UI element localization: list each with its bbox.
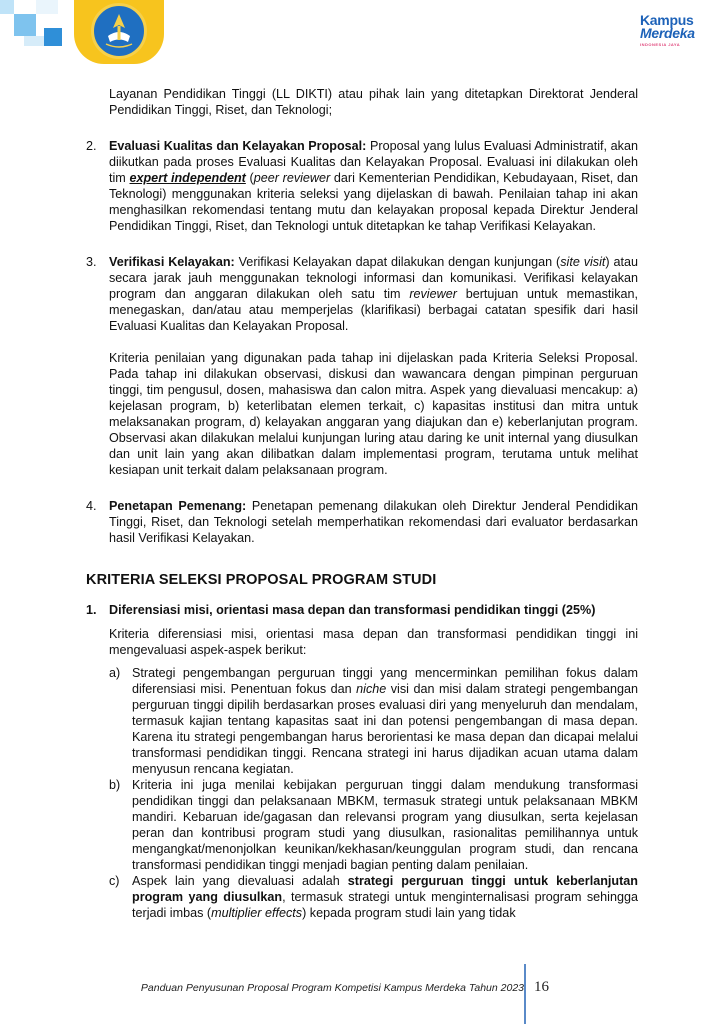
subitem-letter: b) [109, 778, 121, 792]
emphasized-term: peer reviewer [253, 171, 331, 185]
criterion-intro: Kriteria diferensiasi misi, orientasi masa depan dan transformasi pendidikan tinggi ini mengevaluasi aspek-aspek berikut: [109, 627, 638, 657]
stage-item-2 [86, 138, 638, 234]
brand-line1: Kampus [640, 12, 694, 28]
bold-phrase: strategi perguruan tinggi untuk keberlanjutan program yang diusulkan [132, 874, 638, 904]
criterion-number: 1. [86, 603, 97, 617]
stage-paragraph: Evaluasi Kualitas dan Kelayakan Proposal: Proposal yang lulus Evaluasi Administratif, akan diikutkan pada proses Evaluasi Kualitas dan Kelayakan Proposal. Evaluasi ini dilakukan oleh tim expert independent (peer reviewer dari Kementerian Pendidikan, Kebudayaan, Riset, dan Teknologi) menggunakan kriteria seleksi yang dijelaskan di bawah. Penilaian tahap ini akan menghasilkan rekomendasi tentang mutu dan kelayakan proposal kepada Direktur Jenderal Pendidikan Tinggi, Riset, dan Teknologi untuk ditetapkan ke tahap Verifikasi Kelayakan. [109, 139, 638, 233]
subitem-text: Strategi pengembangan perguruan tinggi yang mencerminkan pemilihan fokus dalam diferensiasi misi. Penentuan fokus dan niche visi dan misi dalam strategi pengembangan perguruan tinggi dipilih berdasarkan proses evaluasi diri yang menyeluruh dan mendalam, termasuk kajian tentang kapasitas saat ini dan potensi pengembangan di masa depan. Karena itu strategi pengembangan harus berorientasi ke masa depan dan dicapai melalui transformasi pendidikan tinggi. Rencana strategi ini harus dijadikan acuan utama dalam menyusun rencana kegiatan. [132, 666, 638, 776]
intro-continuation: Layanan Pendidikan Tinggi (LL DIKTI) atau pihak lain yang ditetapkan Direktorat Jenderal Pendidikan Tinggi, Riset, dan Teknologi; [109, 87, 638, 117]
subitem-text: Kriteria ini juga menilai kebijakan perguruan tinggi dalam mendukung transformasi pendidikan tinggi dan pelaksanaan MBKM, termasuk strategi untuk pelaksanaan MBKM mandiri. Kebaruan ide/gagasan dan relevansi program yang diusulkan, serta kejelasan peran dan kontribusi program studi yang diusulkan, rasionalitas pemilihannya untuk mengangkat/menonjolkan keunikan/kekhasan/keunggulan program studi, dan rencana transformasi pendidikan tinggi menjadi bagian penting dalam penilaian. [132, 778, 638, 872]
emphasized-term: niche [356, 682, 387, 696]
stage-title: Evaluasi Kualitas dan Kelayakan Proposal: [109, 139, 367, 153]
subitem-letter: a) [109, 666, 121, 680]
brand-line3: INDONESIA JAYA [640, 41, 681, 47]
criterion-subitem-c [86, 873, 638, 921]
subitem-text: Aspek lain yang dievaluasi adalah strategi perguruan tinggi untuk keberlanjutan program yang diusulkan, termasuk strategi untuk menginternalisasi program sehingga terjadi imbas (multiplier effects) kepada program studi lain yang tidak [132, 874, 638, 920]
stage-paragraph: Verifikasi Kelayakan: Verifikasi Kelayakan dapat dilakukan dengan kunjungan (site visit) atau secara jarak jauh menggunakan teknologi informasi dan komunikasi. Verifikasi kelayakan program dan anggaran dilakukan oleh satu tim reviewer bertujuan untuk memastikan, menegaskan, dan/atau atau memperjelas (klarifikasi) berbagai catatan spesifik dari hasil Evaluasi Kualitas dan Kelayakan Proposal. [109, 255, 638, 333]
subitem-letter: c) [109, 874, 120, 888]
stage-number: 3. [86, 255, 97, 269]
emphasized-term: expert independent [129, 171, 246, 185]
stage-number: 2. [86, 139, 97, 153]
emphasized-term: multiplier effects [211, 906, 303, 920]
section-heading: KRITERIA SELEKSI PROPOSAL PROGRAM STUDI [86, 572, 437, 588]
stage-title: Penetapan Pemenang: [109, 499, 247, 513]
stage-paragraph-2: Kriteria penilaian yang digunakan pada tahap ini dijelaskan pada Kriteria Seleksi Proposal. Pada tahap ini dilakukan observasi, diskusi dan wawancara dengan pimpinan perguruan tinggi, tim pengusul, dosen, mahasiswa dan calon mitra. Aspek yang dievaluasi mencakup: a) kejelasan program, b) keterlibatan elemen terkait, c) kapasitas institusi dan mitra untuk melaksanakan program, d) kelayakan anggaran yang diajukan dan e) keberlanjutan program. Observasi akan dilakukan melalui kunjungan luring atau daring ke unit internal yang diusulkan dan unit lain yang akan dilibatkan dalam implementasi program, terutama untuk melihat kesiapan unit terkait dalam pelaksanaan program. [109, 351, 638, 477]
footer-divider [524, 964, 526, 1024]
emphasized-term: site visit [560, 255, 606, 269]
emphasized-term: reviewer [409, 287, 457, 301]
stage-title: Verifikasi Kelayakan: [109, 255, 235, 269]
criterion-item-1 [86, 602, 638, 618]
document-body [86, 86, 638, 921]
stage-number: 4. [86, 499, 97, 513]
kampus-merdeka-logo [640, 14, 710, 46]
stage-paragraph: Penetapan Pemenang: Penetapan pemenang dilakukan oleh Direktur Jenderal Pendidikan Tinggi, Riset, dan Teknologi setelah memperhatikan rekomendasi dari evaluator berdasarkan hasil Verifikasi Kelayakan. [109, 499, 638, 545]
criterion-subitem-a [86, 665, 638, 777]
footer-text: Panduan Penyusunan Proposal Program Kompetisi Kampus Merdeka Tahun 2023 [140, 982, 524, 994]
page-footer [0, 964, 724, 1024]
stage-item-3 [86, 254, 638, 478]
stage-item-4 [86, 498, 638, 546]
criterion-subitem-b [86, 777, 638, 873]
page-number: 16 [534, 979, 549, 995]
criterion-title: Diferensiasi misi, orientasi masa depan dan transformasi pendidikan tinggi (25%) [109, 603, 596, 617]
tut-wuri-handayani-logo [91, 3, 147, 59]
brand-line2: Merdeka [640, 25, 695, 42]
